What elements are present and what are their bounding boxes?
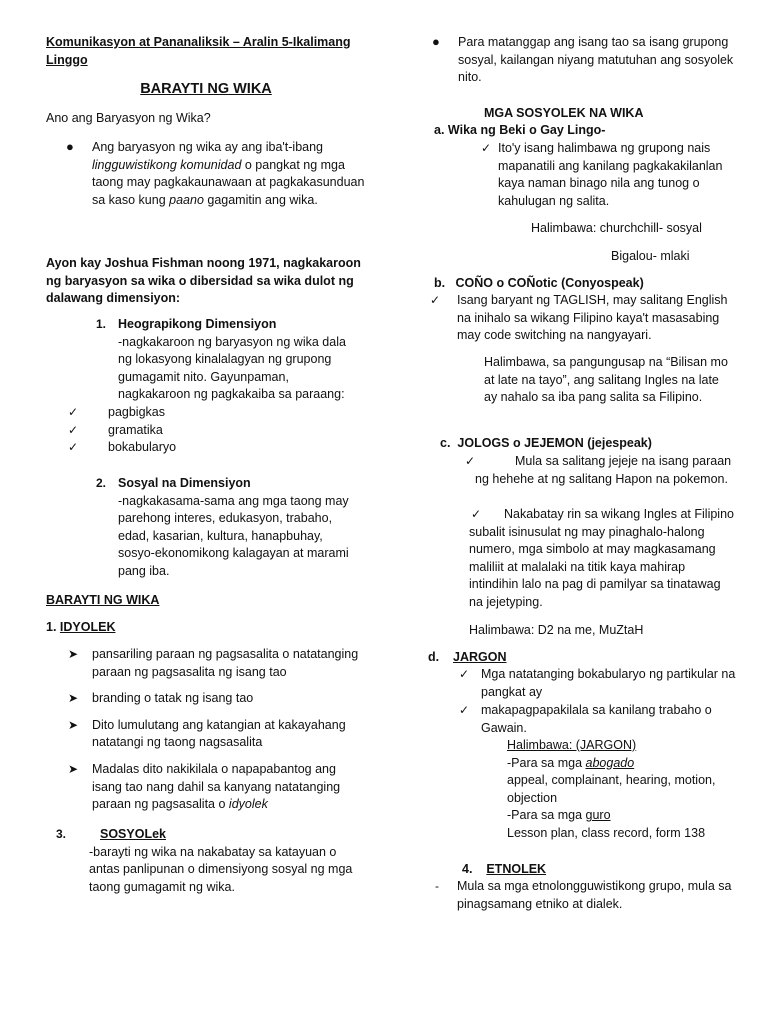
item-b-heading: b. COÑO o COÑotic (Conyospeak) bbox=[434, 276, 644, 290]
sosyolek-title: SOSYOLek bbox=[100, 827, 166, 841]
top-bullet: ● Para matanggap ang isang tao sa isang grupong sosyal, kailangan niyang matutuhan ang sosyolek nito. bbox=[432, 34, 734, 85]
checkmark-icon: ✓ bbox=[459, 667, 470, 681]
dimension-1-number: 1. bbox=[96, 317, 107, 331]
list-item: ➤ Dito lumulutang ang katangian at kakayahang natatangi ng taong nagsasalita bbox=[68, 717, 346, 750]
dimension-2-description: -nagkakasama-sama ang mga taong may parehong interes, edukasyon, trabaho, edad, kasarian, kultura, hanapbuhay, sosyo-ekonomikong kalagayan at marami pang iba. bbox=[118, 493, 349, 578]
checkmark-icon: ✓ bbox=[68, 405, 79, 419]
dimension-2-title: Sosyal na Dimensiyon bbox=[118, 476, 251, 490]
item-d-heading: d. JARGON bbox=[428, 650, 507, 664]
jargon-example-title: Halimbawa: (JARGON) bbox=[507, 738, 637, 752]
item-c-example: Halimbawa: D2 na me, MuZtaH bbox=[469, 623, 644, 637]
checkmark-icon: ✓ bbox=[68, 422, 79, 437]
header-line-1: Komunikasyon at Pananaliksik – Aralin 5-Ikalimang bbox=[46, 35, 351, 49]
checkmark-icon: ✓ bbox=[471, 507, 482, 521]
checkmark-icon: ✓ bbox=[459, 703, 470, 717]
definition-text: Ang baryasyon ng wika ay ang iba't-ibang lingguwistikong komunidad o pangkat ng mga taong may pagkakaunawaan at pagkakasunduan sa kaso kung paano gagamitin ang wika. bbox=[92, 140, 365, 207]
check-item: ✓ pagbigkas bbox=[68, 404, 268, 422]
question-text: Ano ang Baryasyon ng Wika? bbox=[46, 111, 211, 125]
idyolek-list bbox=[68, 646, 366, 814]
item-a-heading: a. Wika ng Beki o Gay Lingo- bbox=[434, 123, 606, 137]
jargon-example-teacher-terms: Lesson plan, class record, form 138 bbox=[507, 825, 706, 840]
jargon-example-lawyer-terms: appeal, complainant, hearing, motion, objection bbox=[507, 773, 716, 805]
checkmark-icon: ✓ bbox=[481, 141, 492, 155]
checkmark-icon: ✓ bbox=[430, 293, 441, 307]
checkmark-icon: ✓ bbox=[465, 454, 476, 468]
sosyolek-section bbox=[56, 826, 366, 896]
dimension-2 bbox=[96, 475, 362, 581]
dimension-1 bbox=[96, 316, 362, 404]
page-title: BARAYTI NG WIKA bbox=[140, 81, 272, 97]
bullet-dot-icon: ● bbox=[432, 34, 440, 49]
item-b-example: Halimbawa, sa pangungusap na “Bilisan mo at late na tayo”, ang salitang Ingles na late ay nahalo sa iba pang salita sa Filipino. bbox=[484, 355, 728, 405]
dimension-2-number: 2. bbox=[96, 476, 107, 490]
item-c-description-1: ✓ Mula sa salitang jejeje na isang paraan ng hehehe at ng salitang Hapon na pokemon. bbox=[465, 454, 732, 486]
item-a-description: ✓ Ito'y isang halimbawa ng grupong nais mapanatili ang kanilang pagkakakilanlan kaya naman binago nila ang tunog o kahulugan ng salita. bbox=[481, 141, 723, 208]
item-d-examples bbox=[507, 737, 737, 843]
header-line-2: Linggo bbox=[46, 52, 88, 67]
arrow-bullet-icon: ➤ bbox=[68, 761, 79, 776]
item-c-heading: c. JOLOGS o JEJEMON (jejespeak) bbox=[440, 436, 652, 450]
item-a-example-1: Halimbawa: churchchill- sosyal bbox=[531, 221, 702, 235]
arrow-bullet-icon: ➤ bbox=[68, 717, 79, 732]
sosyolek-description: -barayti ng wika na nakabatay sa katayuan o antas panlipunan o dimensiyong sosyal ng mga taong gumagamit ng wika. bbox=[89, 844, 353, 894]
item-c-description-2: ✓ Nakabatay rin sa wikang Ingles at Filipino subalit isinusulat ng may pinaghalo-halong numero, mga simbolo at may magkasamang maliliit at malalaki na titik kaya mahirap intindihin lalo na pag di pamilyar sa tinatawag na jejetyping. bbox=[469, 507, 734, 609]
dimension-1-title: Heograpikong Dimensiyon bbox=[118, 317, 277, 331]
list-item: ➤ branding o tatak ng isang tao bbox=[68, 690, 366, 708]
list-item: ➤ pansariling paraan ng pagsasalita o natatanging paraan ng pagsasalita ng isang tao bbox=[68, 647, 359, 679]
document-header bbox=[46, 34, 366, 69]
dimension-1-description: -nagkakaroon ng baryasyon ng wika dala ng lokasyong kinalalagyan ng grupong gumagamit nito. Gayunpaman, nagkakaroon ng pagkakaiba sa paraang: bbox=[118, 334, 346, 402]
item-a-example-2: Bigalou- mlaki bbox=[611, 249, 690, 263]
item-d-description-1: ✓ Mga natatanging bokabularyo ng partikular na pangkat ay bbox=[459, 667, 736, 699]
jargon-example-teacher: -Para sa mga guro bbox=[507, 808, 611, 823]
definition-bullet bbox=[66, 139, 366, 209]
list-item: ➤ Madalas dito nakikilala o napapabantog ang isang tao nang dahil sa kanyang natatanging paraan ng pagsasalita o idyolek bbox=[68, 761, 341, 812]
sosyolek-number: 3. bbox=[56, 827, 67, 841]
check-item: ✓ gramatika bbox=[68, 422, 268, 440]
checkmark-icon: ✓ bbox=[68, 440, 79, 455]
check-list bbox=[68, 404, 268, 457]
sosyolek-heading: MGA SOSYOLEK NA WIKA bbox=[484, 106, 644, 120]
item-d-description-2: ✓ makapagpapakilala sa kanilang trabaho o Gawain. bbox=[459, 703, 712, 735]
arrow-bullet-icon: ➤ bbox=[68, 647, 79, 661]
etnolek-heading: 4. ETNOLEK bbox=[462, 862, 547, 876]
etnolek-description: - Mula sa mga etnolongguwistikong grupo, mula sa pinagsamang etniko at dialek. bbox=[435, 879, 732, 911]
section-title: BARAYTI NG WIKA bbox=[46, 593, 160, 607]
dash-bullet: - bbox=[435, 879, 439, 893]
jargon-example-lawyer: -Para sa mga abogado bbox=[507, 755, 635, 770]
fishman-paragraph: Ayon kay Joshua Fishman noong 1971, nagkakaroon ng baryasyon sa wika o dibersidad sa wika dulot ng dalawang dimensiyon: bbox=[46, 256, 361, 306]
arrow-bullet-icon: ➤ bbox=[68, 691, 79, 706]
bullet-dot-icon: ● bbox=[66, 139, 74, 154]
idyolek-heading: 1. IDYOLEK bbox=[46, 620, 116, 634]
item-b-description: ✓ Isang baryant ng TAGLISH, may salitang English na inihalo sa wikang Filipino kaya't masasabing may code switching na nangyayari. bbox=[430, 293, 728, 343]
check-item: ✓ bokabularyo bbox=[68, 439, 268, 457]
